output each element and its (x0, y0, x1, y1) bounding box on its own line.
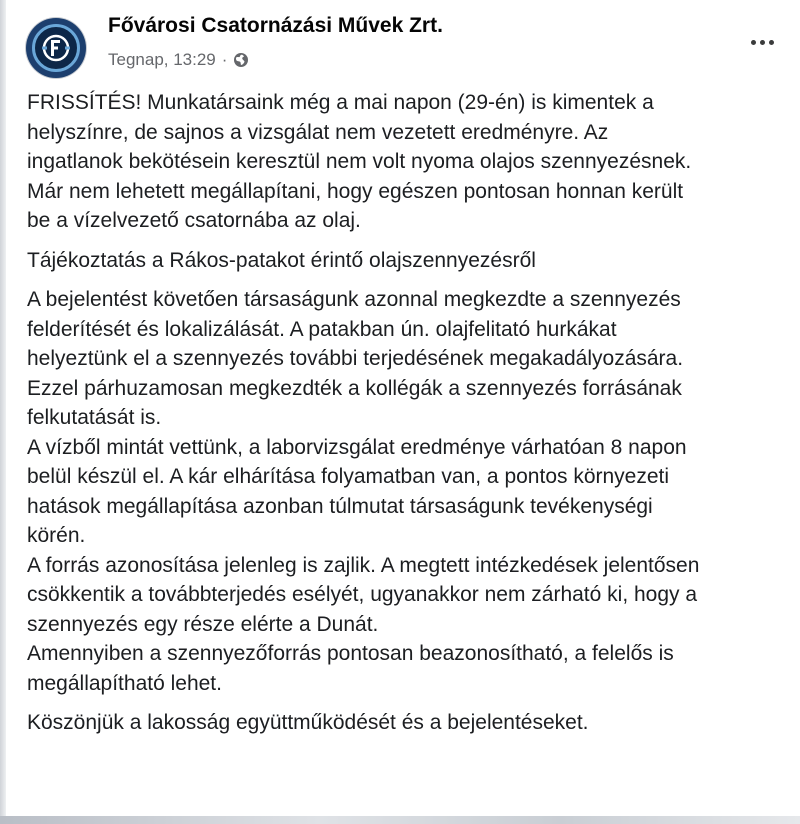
text-line: A vízből mintát vettünk, a laborvizsgálat eredménye várhatóan 8 napon (27, 435, 687, 459)
text-line: megállapítható lehet. (27, 671, 222, 695)
text-line: belül készül el. A kár elhárítása folyamatban van, a pontos környezeti (27, 465, 670, 488)
paragraph-gap (27, 698, 797, 708)
logo-mark (38, 33, 74, 63)
text-line: felkutatását is. (27, 406, 162, 429)
post-paragraph-thanks (27, 708, 797, 738)
avatar[interactable] (26, 18, 86, 78)
post-meta (108, 50, 249, 70)
text-line: helyeztünk el a szennyezés további terjedésének megakadályozására. (27, 347, 684, 370)
text-line: ingatlanok bekötésein keresztül nem volt nyoma olajos szennyezésnek. (27, 150, 692, 173)
paragraph-gap (27, 275, 797, 285)
text-line: csökkentik a továbbterjedés esélyét, ugyanakkor nem zárható ki, hogy a (27, 583, 698, 606)
meta-separator: · (221, 50, 228, 69)
globe-icon[interactable] (233, 52, 249, 68)
fcsm-logo-icon (32, 24, 80, 72)
text-line: A forrás azonosítása jelenleg is zajlik. A megtett intézkedések jelentősen (27, 553, 700, 577)
text-line: hatások megállapítása azonban túlmutat társaságunk tevékenységi (27, 494, 653, 518)
left-edge-shadow (0, 0, 6, 824)
post-paragraph-update (27, 88, 797, 236)
post-paragraph-heading (27, 246, 797, 276)
post-paragraph-details (27, 285, 797, 698)
text-line: Már nem lehetett megállapítani, hogy egészen pontosan honnan került (27, 179, 684, 203)
text-line: be a vízelvezető csatornába az olaj. (27, 209, 361, 232)
text-line: helyszínre, de sajnos a vizsgálat nem vezetett eredményre. Az (27, 120, 609, 144)
text-line: körén. (27, 524, 86, 547)
text-line: Tájékoztatás a Rákos-patakot érintő olajszennyezésről (27, 248, 536, 272)
post-header (26, 10, 786, 80)
text-line: Amennyiben a szennyezőforrás pontosan beazonosítható, a felelős is (27, 642, 674, 665)
post-timestamp[interactable]: Tegnap, 13:29 (108, 50, 216, 69)
text-line: Köszönjük a lakosság együttműködését és a bejelentéseket. (27, 711, 589, 734)
text-line: felderítését és lokalizálását. A patakban ún. olajfelitató hurkákat (27, 317, 617, 341)
paragraph-gap (27, 236, 797, 246)
dot (751, 40, 756, 45)
dot (760, 40, 765, 45)
text-line: Ezzel párhuzamosan megkezdték a kollégák a szennyezés forrásának (27, 376, 682, 400)
dot (769, 40, 774, 45)
more-options-button[interactable] (744, 30, 780, 54)
page-name-link[interactable]: Fővárosi Csatornázási Művek Zrt. (108, 14, 443, 37)
bottom-image-edge (0, 816, 800, 824)
text-line: FRISSÍTÉS! Munkatársaink még a mai napon (29-én) is kimentek a (27, 91, 654, 114)
text-line: szennyezés egy része elérte a Dunát. (27, 612, 379, 636)
text-line: A bejelentést követően társaságunk azonnal megkezdte a szennyezés (27, 288, 681, 311)
post-body (27, 88, 797, 738)
